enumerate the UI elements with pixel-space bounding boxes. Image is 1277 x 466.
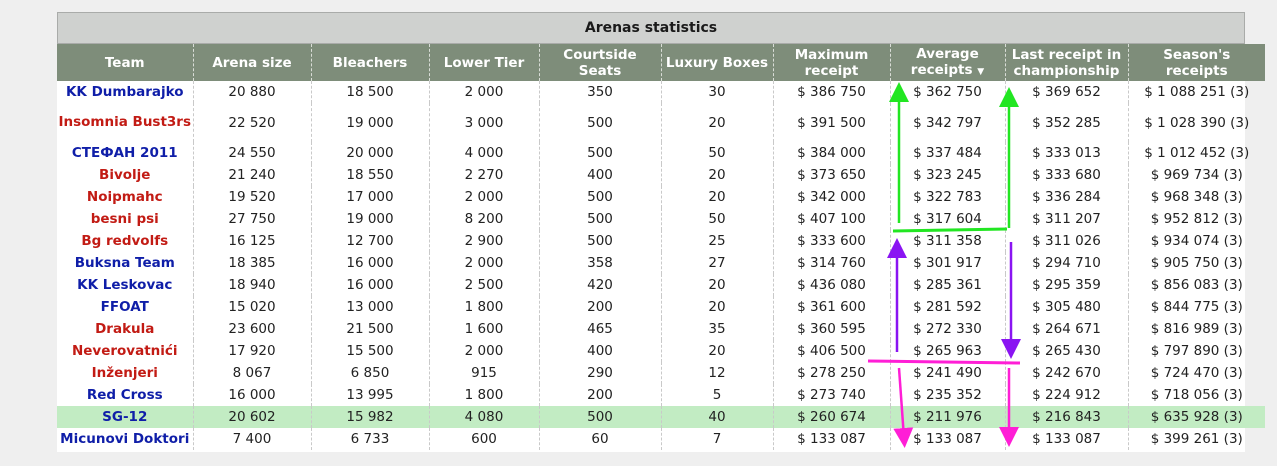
col-header-team[interactable]: Team (57, 44, 193, 81)
cell-luxury-boxes: 12 (661, 362, 773, 384)
cell-season-receipts: $ 856 083 (3) (1128, 274, 1265, 296)
cell-luxury-boxes: 25 (661, 230, 773, 252)
cell-last-receipt: $ 133 087 (1005, 428, 1128, 450)
table-row (57, 103, 1265, 142)
cell-season-receipts: $ 718 056 (3) (1128, 384, 1265, 406)
table-row (57, 318, 1265, 340)
cell-average-receipts: $ 281 592 (890, 296, 1005, 318)
team-name-link[interactable]: Drakula (95, 320, 155, 337)
cell-average-receipts: $ 133 087 (890, 428, 1005, 450)
panel-title: Arenas statistics (57, 12, 1245, 44)
cell-luxury-boxes: 5 (661, 384, 773, 406)
cell-courtside-seats: 420 (539, 274, 661, 296)
col-header-bleachers[interactable]: Bleachers (311, 44, 429, 81)
cell-arena-size: 19 520 (193, 186, 311, 208)
cell-lower-tier: 2 000 (429, 340, 539, 362)
cell-luxury-boxes: 20 (661, 340, 773, 362)
cell-bleachers: 13 995 (311, 384, 429, 406)
cell-bleachers: 21 500 (311, 318, 429, 340)
cell-last-receipt: $ 369 652 (1005, 81, 1128, 103)
team-name-link[interactable]: Neverovatnići (71, 342, 178, 359)
cell-average-receipts: $ 272 330 (890, 318, 1005, 340)
col-header-luxury-boxes[interactable]: Luxury Boxes (661, 44, 773, 81)
cell-average-receipts: $ 301 917 (890, 252, 1005, 274)
cell-lower-tier: 1 600 (429, 318, 539, 340)
table-body (57, 81, 1265, 450)
cell-last-receipt: $ 305 480 (1005, 296, 1128, 318)
cell-last-receipt: $ 265 430 (1005, 340, 1128, 362)
cell-average-receipts: $ 317 604 (890, 208, 1005, 230)
col-header-last-receipt[interactable]: Last receipt in championship (1005, 44, 1128, 81)
team-name-link[interactable]: Bivolje (99, 166, 151, 183)
cell-arena-size: 21 240 (193, 164, 311, 186)
cell-courtside-seats: 400 (539, 340, 661, 362)
arenas-table (57, 44, 1265, 450)
cell-average-receipts: $ 265 963 (890, 340, 1005, 362)
cell-season-receipts: $ 952 812 (3) (1128, 208, 1265, 230)
cell-lower-tier: 1 800 (429, 296, 539, 318)
cell-bleachers: 13 000 (311, 296, 429, 318)
cell-last-receipt: $ 352 285 (1005, 103, 1128, 142)
cell-last-receipt: $ 242 670 (1005, 362, 1128, 384)
cell-average-receipts: $ 311 358 (890, 230, 1005, 252)
cell-courtside-seats: 400 (539, 164, 661, 186)
cell-last-receipt: $ 216 843 (1005, 406, 1128, 428)
table-row (57, 340, 1265, 362)
cell-luxury-boxes: 7 (661, 428, 773, 450)
cell-arena-size: 18 385 (193, 252, 311, 274)
cell-lower-tier: 915 (429, 362, 539, 384)
table-row (57, 274, 1265, 296)
team-name-link[interactable]: besni psi (90, 210, 159, 227)
table-row (57, 406, 1265, 428)
col-header-average-receipts[interactable] (890, 44, 1005, 81)
cell-courtside-seats: 465 (539, 318, 661, 340)
arenas-statistics-panel (57, 12, 1250, 452)
cell-maximum-receipt: $ 133 087 (773, 428, 890, 450)
team-name-link[interactable]: Buksna Team (74, 254, 175, 271)
cell-courtside-seats: 350 (539, 81, 661, 103)
cell-maximum-receipt: $ 391 500 (773, 103, 890, 142)
table-row (57, 142, 1265, 164)
cell-courtside-seats: 500 (539, 103, 661, 142)
team-name-link[interactable]: СТЕФАН 2011 (71, 144, 178, 161)
cell-arena-size: 22 520 (193, 103, 311, 142)
cell-last-receipt: $ 311 207 (1005, 208, 1128, 230)
team-name-link[interactable]: Micunovi Doktori (60, 430, 190, 447)
cell-season-receipts: $ 968 348 (3) (1128, 186, 1265, 208)
col-header-season-receipts[interactable]: Season's receipts (1128, 44, 1265, 81)
cell-bleachers: 19 000 (311, 208, 429, 230)
col-header-average-receipts-label: Average receipts (910, 45, 979, 78)
cell-luxury-boxes: 20 (661, 296, 773, 318)
cell-bleachers: 15 982 (311, 406, 429, 428)
col-header-lower-tier[interactable]: Lower Tier (429, 44, 539, 81)
cell-luxury-boxes: 20 (661, 164, 773, 186)
cell-bleachers: 18 550 (311, 164, 429, 186)
cell-last-receipt: $ 336 284 (1005, 186, 1128, 208)
cell-lower-tier: 8 200 (429, 208, 539, 230)
cell-courtside-seats: 500 (539, 230, 661, 252)
cell-luxury-boxes: 20 (661, 274, 773, 296)
cell-bleachers: 19 000 (311, 103, 429, 142)
cell-bleachers: 16 000 (311, 252, 429, 274)
cell-average-receipts: $ 285 361 (890, 274, 1005, 296)
team-name-link[interactable]: Bg redvolfs (81, 232, 169, 249)
cell-season-receipts: $ 969 734 (3) (1128, 164, 1265, 186)
col-header-arena-size[interactable]: Arena size (193, 44, 311, 81)
team-name-link[interactable]: KK Leskovac (77, 276, 173, 293)
cell-arena-size: 23 600 (193, 318, 311, 340)
cell-average-receipts: $ 362 750 (890, 81, 1005, 103)
team-name-link[interactable]: FFOAT (100, 298, 149, 315)
cell-bleachers: 20 000 (311, 142, 429, 164)
table-row (57, 252, 1265, 274)
cell-arena-size: 15 020 (193, 296, 311, 318)
cell-season-receipts: $ 844 775 (3) (1128, 296, 1265, 318)
cell-last-receipt: $ 224 912 (1005, 384, 1128, 406)
table-row (57, 384, 1265, 406)
cell-season-receipts: $ 1 012 452 (3) (1128, 142, 1265, 164)
team-name-link[interactable]: Red Cross (86, 386, 163, 403)
cell-courtside-seats: 500 (539, 142, 661, 164)
cell-maximum-receipt: $ 342 000 (773, 186, 890, 208)
col-header-maximum-receipt[interactable]: Maximum receipt (773, 44, 890, 81)
cell-arena-size: 16 125 (193, 230, 311, 252)
cell-maximum-receipt: $ 407 100 (773, 208, 890, 230)
cell-maximum-receipt: $ 436 080 (773, 274, 890, 296)
cell-courtside-seats: 60 (539, 428, 661, 450)
cell-maximum-receipt: $ 386 750 (773, 81, 890, 103)
cell-season-receipts: $ 934 074 (3) (1128, 230, 1265, 252)
cell-arena-size: 7 400 (193, 428, 311, 450)
cell-last-receipt: $ 264 671 (1005, 318, 1128, 340)
cell-arena-size: 24 550 (193, 142, 311, 164)
table-row (57, 362, 1265, 384)
cell-lower-tier: 2 000 (429, 81, 539, 103)
team-name-link[interactable]: SG-12 (57, 406, 193, 428)
cell-arena-size: 8 067 (193, 362, 311, 384)
cell-luxury-boxes: 27 (661, 252, 773, 274)
cell-maximum-receipt: $ 314 760 (773, 252, 890, 274)
cell-average-receipts: $ 337 484 (890, 142, 1005, 164)
cell-maximum-receipt: $ 360 595 (773, 318, 890, 340)
cell-bleachers: 18 500 (311, 81, 429, 103)
table-row (57, 164, 1265, 186)
cell-season-receipts: $ 905 750 (3) (1128, 252, 1265, 274)
table-row (57, 186, 1265, 208)
cell-season-receipts: $ 1 088 251 (3) (1128, 81, 1265, 103)
cell-maximum-receipt: $ 333 600 (773, 230, 890, 252)
cell-courtside-seats: 500 (539, 208, 661, 230)
cell-luxury-boxes: 50 (661, 208, 773, 230)
cell-arena-size: 20 602 (193, 406, 311, 428)
table-row (57, 208, 1265, 230)
cell-last-receipt: $ 294 710 (1005, 252, 1128, 274)
cell-last-receipt: $ 333 680 (1005, 164, 1128, 186)
cell-courtside-seats: 200 (539, 296, 661, 318)
table-row (57, 296, 1265, 318)
cell-season-receipts: $ 635 928 (3) (1128, 406, 1265, 428)
cell-arena-size: 17 920 (193, 340, 311, 362)
cell-average-receipts: $ 323 245 (890, 164, 1005, 186)
table-row (57, 230, 1265, 252)
cell-luxury-boxes: 20 (661, 103, 773, 142)
cell-lower-tier: 4 000 (429, 142, 539, 164)
cell-courtside-seats: 358 (539, 252, 661, 274)
cell-courtside-seats: 200 (539, 384, 661, 406)
cell-maximum-receipt: $ 406 500 (773, 340, 890, 362)
team-name-link[interactable]: Noipmahc (86, 188, 163, 205)
cell-maximum-receipt: $ 260 674 (773, 406, 890, 428)
cell-lower-tier: 2 000 (429, 186, 539, 208)
table-header-row (57, 44, 1265, 81)
table-row (57, 428, 1265, 450)
cell-arena-size: 20 880 (193, 81, 311, 103)
col-header-courtside-seats[interactable]: Courtside Seats (539, 44, 661, 81)
cell-luxury-boxes: 35 (661, 318, 773, 340)
cell-last-receipt: $ 333 013 (1005, 142, 1128, 164)
cell-maximum-receipt: $ 273 740 (773, 384, 890, 406)
cell-luxury-boxes: 20 (661, 186, 773, 208)
cell-lower-tier: 600 (429, 428, 539, 450)
cell-luxury-boxes: 30 (661, 81, 773, 103)
cell-bleachers: 17 000 (311, 186, 429, 208)
cell-season-receipts: $ 816 989 (3) (1128, 318, 1265, 340)
cell-last-receipt: $ 311 026 (1005, 230, 1128, 252)
cell-courtside-seats: 290 (539, 362, 661, 384)
cell-last-receipt: $ 295 359 (1005, 274, 1128, 296)
cell-lower-tier: 2 000 (429, 252, 539, 274)
cell-courtside-seats: 500 (539, 406, 661, 428)
cell-maximum-receipt: $ 373 650 (773, 164, 890, 186)
cell-bleachers: 12 700 (311, 230, 429, 252)
cell-season-receipts: $ 1 028 390 (3) (1128, 103, 1265, 142)
cell-season-receipts: $ 797 890 (3) (1128, 340, 1265, 362)
sort-descending-icon: ▼ (977, 66, 985, 77)
cell-arena-size: 27 750 (193, 208, 311, 230)
cell-average-receipts: $ 211 976 (890, 406, 1005, 428)
cell-lower-tier: 1 800 (429, 384, 539, 406)
cell-maximum-receipt: $ 361 600 (773, 296, 890, 318)
team-name-link[interactable]: KK Dumbarajko (65, 83, 184, 100)
cell-bleachers: 16 000 (311, 274, 429, 296)
cell-bleachers: 6 733 (311, 428, 429, 450)
cell-season-receipts: $ 399 261 (3) (1128, 428, 1265, 450)
cell-season-receipts: $ 724 470 (3) (1128, 362, 1265, 384)
cell-average-receipts: $ 342 797 (890, 103, 1005, 142)
cell-lower-tier: 3 000 (429, 103, 539, 142)
cell-maximum-receipt: $ 278 250 (773, 362, 890, 384)
cell-average-receipts: $ 235 352 (890, 384, 1005, 406)
team-name-link[interactable]: Insomnia Bust3rs (58, 114, 192, 130)
cell-maximum-receipt: $ 384 000 (773, 142, 890, 164)
cell-arena-size: 16 000 (193, 384, 311, 406)
cell-lower-tier: 2 270 (429, 164, 539, 186)
cell-average-receipts: $ 322 783 (890, 186, 1005, 208)
cell-bleachers: 6 850 (311, 362, 429, 384)
cell-arena-size: 18 940 (193, 274, 311, 296)
cell-lower-tier: 2 500 (429, 274, 539, 296)
team-name-link[interactable]: Inženjeri (91, 364, 158, 381)
cell-luxury-boxes: 40 (661, 406, 773, 428)
cell-luxury-boxes: 50 (661, 142, 773, 164)
cell-lower-tier: 4 080 (429, 406, 539, 428)
cell-average-receipts: $ 241 490 (890, 362, 1005, 384)
cell-bleachers: 15 500 (311, 340, 429, 362)
cell-courtside-seats: 500 (539, 186, 661, 208)
table-row (57, 81, 1265, 103)
cell-lower-tier: 2 900 (429, 230, 539, 252)
